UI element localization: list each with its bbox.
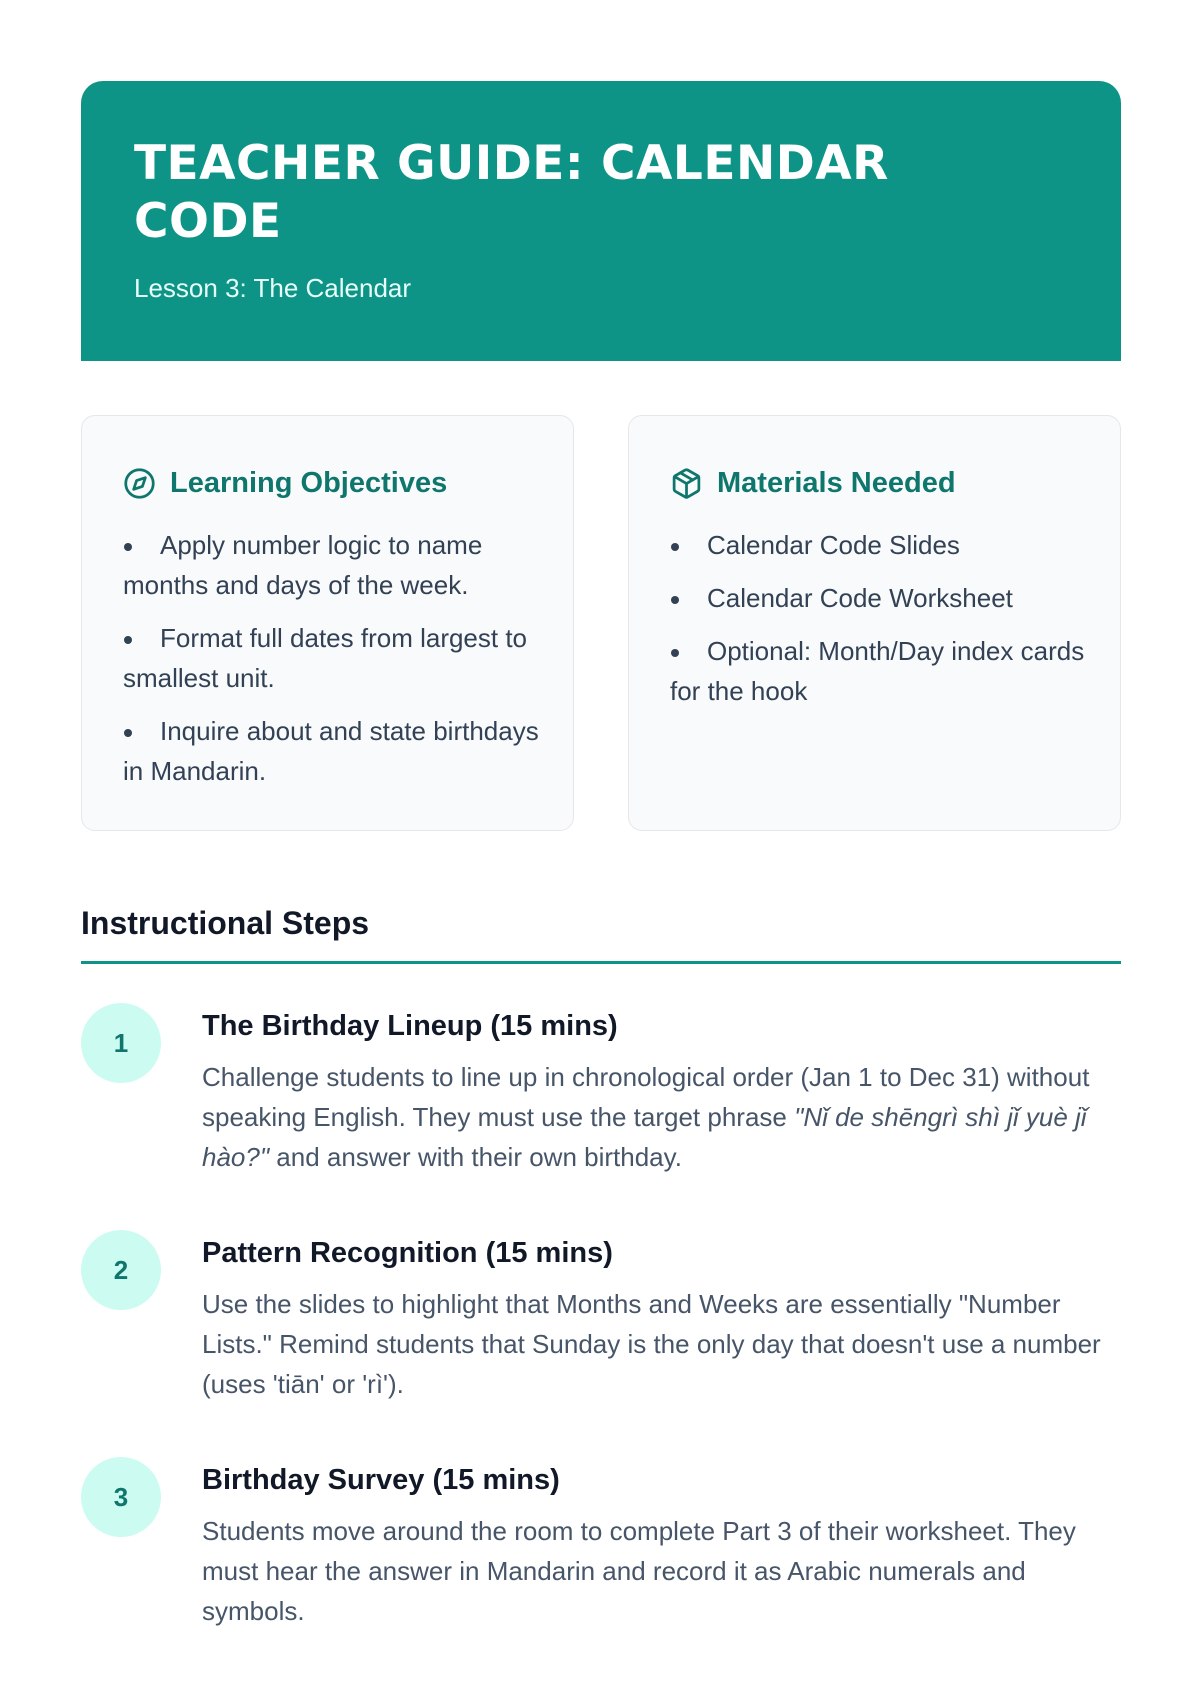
list-item: Inquire about and state birthdays in Mandarin. (123, 711, 543, 791)
step-item (81, 1457, 1121, 1684)
compass-icon (123, 467, 156, 500)
materials-needed-card (628, 415, 1121, 831)
step-body (202, 1230, 1121, 1457)
step-body (202, 1003, 1121, 1230)
section-divider (81, 961, 1121, 964)
step-text-part: Challenge students to line up in chronological order (Jan 1 to Dec 31) without speaking English. They must use the target phrase (202, 1062, 1090, 1132)
info-cards (81, 415, 1121, 831)
card-title: Materials Needed (717, 466, 956, 499)
package-icon (670, 467, 703, 500)
list-item: Optional: Month/Day index cards for the hook (670, 631, 1090, 711)
step-description: Students move around the room to complete Part 3 of their worksheet. They must hear the answer in Mandarin and record it as Arabic numerals and symbols. (202, 1516, 1076, 1626)
lesson-subtitle: Lesson 3: The Calendar (134, 273, 412, 303)
list-item: Calendar Code Slides (670, 525, 1090, 565)
step-number-badge: 1 (81, 1003, 161, 1083)
step-text-part: and answer with their own birthday. (269, 1142, 682, 1172)
instructional-steps (81, 1003, 1121, 1684)
objectives-list (123, 525, 543, 791)
step-number-badge: 3 (81, 1457, 161, 1537)
list-item: Calendar Code Worksheet (670, 578, 1090, 618)
step-description (202, 1057, 1121, 1177)
step-number-badge: 2 (81, 1230, 161, 1310)
list-item: Apply number logic to name months and days of the week. (123, 525, 543, 605)
card-header (670, 463, 1090, 503)
card-title: Learning Objectives (170, 466, 448, 499)
step-body (202, 1457, 1121, 1684)
step-title: Birthday Survey (15 mins) (202, 1464, 560, 1496)
step-item (81, 1230, 1121, 1457)
page-title: TEACHER GUIDE: CALENDAR CODE (134, 136, 889, 249)
target-phrase: "Nǐ de shēngrì shì jǐ yuè jǐ hào?" (202, 1102, 1087, 1172)
card-header (123, 463, 543, 503)
step-title: The Birthday Lineup (15 mins) (202, 1010, 618, 1042)
step-item (81, 1003, 1121, 1230)
header-banner (81, 81, 1121, 361)
step-description: Use the slides to highlight that Months and Weeks are essentially "Number Lists." Remind students that Sunday is the only day that doesn't use a number (uses 'tiān' or 'rì'). (202, 1289, 1101, 1399)
materials-list (670, 525, 1090, 711)
section-title: Instructional Steps (81, 905, 370, 941)
learning-objectives-card (81, 415, 574, 831)
step-title: Pattern Recognition (15 mins) (202, 1237, 613, 1269)
list-item: Format full dates from largest to smallest unit. (123, 618, 543, 698)
